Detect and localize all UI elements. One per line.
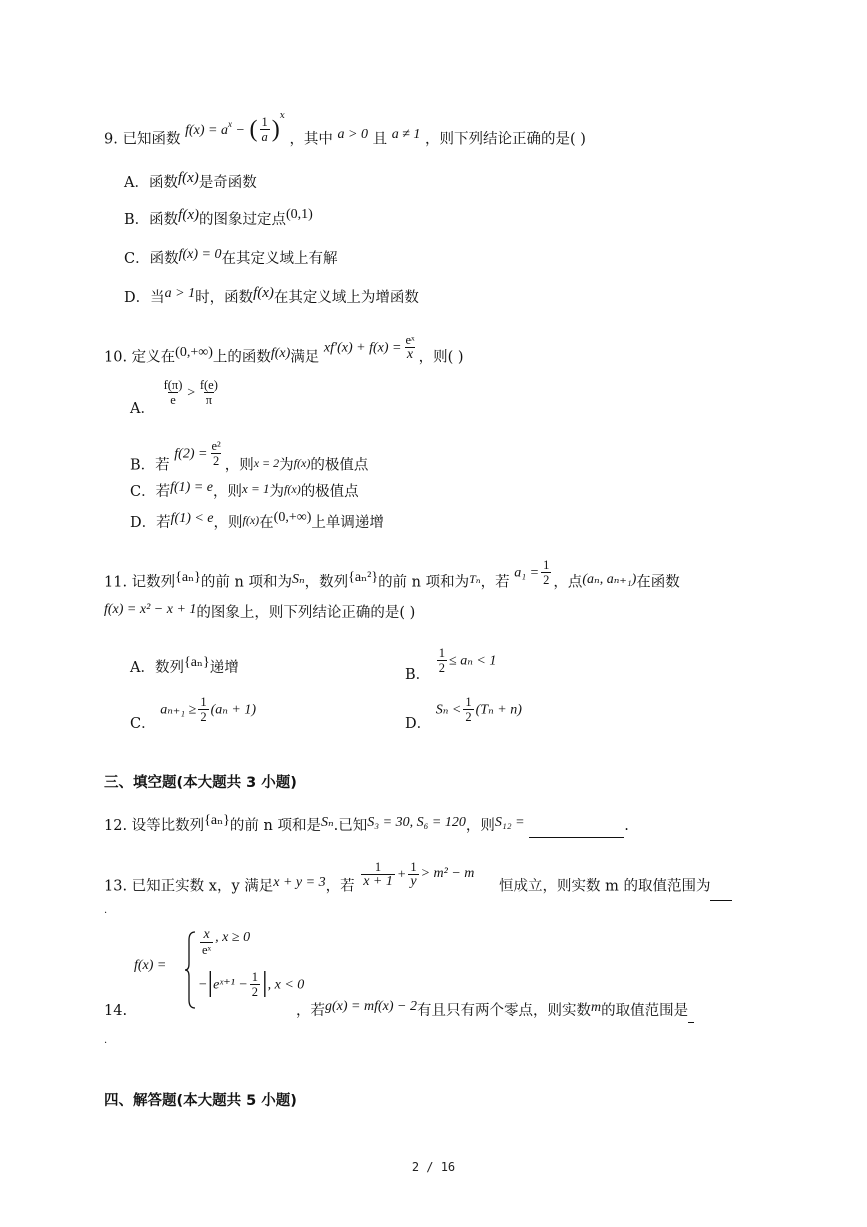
q11-initial-term — [514, 558, 553, 587]
q9-cond-a-positive: a > 0 — [337, 126, 368, 142]
q11-stem-line1 — [104, 558, 680, 597]
piecewise-cases — [184, 927, 314, 1010]
option-label: D．若 — [130, 515, 171, 531]
math-condition: a > 1 — [164, 286, 196, 301]
math-fx: f(x) — [242, 513, 260, 527]
option-text: ，则 — [212, 484, 242, 500]
fraction-denominator: 2 — [465, 710, 472, 724]
math-fx: f(x) — [270, 345, 291, 361]
q14-piecewise — [134, 927, 305, 1010]
math-point: (0,1) — [285, 207, 313, 222]
q10-option-c — [130, 481, 359, 504]
q9-option-a — [124, 172, 257, 194]
q11-stem-text: 的前 n 项和为 — [200, 574, 292, 591]
q14-trailing-dot: . — [104, 1035, 108, 1046]
fraction-denominator: e — [170, 393, 176, 407]
q11-stem-text: 的前 n 项和为 — [378, 574, 470, 591]
math-interval: (0,+∞) — [273, 510, 312, 525]
case-2: −|eˣ⁺¹ − $\frac{1}{2}$ |, x < 0 — [198, 966, 305, 999]
option-text: ，则 — [213, 515, 243, 531]
fraction-numerator: 1 — [200, 695, 207, 709]
fraction-denominator: π — [205, 393, 213, 407]
q10-stem-text: 满足 — [290, 349, 320, 366]
math-fx: f(x) — [284, 482, 301, 496]
option-text: 在其定义域上有解 — [221, 251, 338, 267]
fraction-numerator: 1 — [543, 558, 550, 572]
case-condition: , x ≥ 0 — [215, 929, 251, 945]
section-fill-in-title: 三、填空题(本大题共 3 小题) — [104, 775, 297, 791]
option-label: D．当 — [124, 290, 165, 306]
q9-stem — [104, 110, 586, 154]
q9-and: 且 — [372, 131, 388, 148]
math-lhs: aₙ₊₁ ≥ — [160, 702, 197, 718]
q9-stem-mid: ，其中 — [289, 131, 333, 148]
fraction-numerator: 1 — [410, 860, 417, 874]
fraction-denominator: x — [406, 347, 414, 362]
option-text: 的图象过定点 — [198, 212, 286, 228]
option-label: C．若 — [130, 484, 171, 500]
q11-option-c — [130, 695, 257, 732]
q11-stem-text: 的图象上，则下列结论正确的是( ) — [196, 605, 416, 621]
option-label: A．函数 — [124, 175, 178, 191]
page-number: 2 / 16 — [411, 1160, 456, 1174]
q11-d-inequality — [436, 695, 522, 724]
q10-option-a — [130, 380, 222, 416]
q11-stem-text: 11. 记数列 — [104, 574, 176, 591]
option-text: 在其定义域上为增函数 — [273, 290, 419, 306]
fraction-denominator: eˣ — [202, 943, 212, 957]
q11-c-inequality — [160, 695, 256, 724]
q10-a-inequality — [160, 378, 222, 407]
q10-differential-equation — [324, 333, 419, 362]
option-text: 的极值点 — [310, 457, 369, 474]
math-operator: + — [396, 867, 407, 883]
math-x: x = 1 — [241, 481, 270, 496]
q11-option-a — [130, 657, 239, 680]
q9-stem-text: 9. 已知函数 — [104, 131, 181, 148]
q11-stem-text: 在函数 — [636, 574, 680, 591]
math-expression: eˣ⁺¹ − — [213, 977, 248, 993]
math-sequence-squared: {aₙ²} — [348, 569, 379, 585]
math-fx: f(x) — [293, 455, 311, 470]
option-text: 递增 — [209, 660, 239, 676]
option-label: C． — [130, 715, 156, 732]
q13-inequality — [359, 860, 474, 889]
q9-option-d — [124, 287, 419, 310]
math-lhs: Sₙ < — [435, 702, 462, 718]
math-m: m — [590, 1000, 602, 1015]
fraction-numerator: eˣ — [405, 333, 415, 347]
option-text: 在 — [259, 515, 274, 531]
fraction-numerator: 1 — [251, 970, 259, 984]
q10-option-b — [130, 439, 369, 480]
q14-stem — [296, 1000, 694, 1023]
option-text: 为 — [279, 457, 294, 474]
q14-answer-blank[interactable] — [688, 1006, 694, 1023]
q10-option-d — [130, 512, 384, 535]
option-text: 为 — [269, 484, 285, 500]
q12-text: 12. 设等比数列 — [104, 818, 205, 834]
q11-b-inequality — [435, 646, 497, 675]
math-sum: Sₙ — [291, 571, 305, 587]
math-lhs: a₁ = — [514, 565, 540, 581]
math-equation: f(1) = e — [170, 480, 213, 495]
q13-text: 13. 已知正实数 x，y 满足 — [104, 878, 274, 895]
q11-option-d — [405, 695, 522, 732]
case-1 — [198, 928, 250, 957]
q11-stem-line2 — [104, 602, 415, 625]
q9-function-formula: $f(x) = a^x$ − ( $\frac{1}{a}$ )$^x$ — [185, 110, 285, 144]
fraction-denominator: x + 1 — [363, 874, 393, 889]
math-rhs: > m² − m — [420, 865, 475, 881]
math-sequence: {aₙ} — [175, 569, 201, 585]
math-inequality: f(1) < e — [170, 511, 214, 526]
option-label: D． — [405, 715, 432, 732]
fraction-denominator: y — [410, 874, 417, 889]
case-condition: , x < 0 — [267, 977, 305, 993]
fraction-numerator: f(e) — [199, 378, 218, 392]
q10-stem-text: 上的函数 — [212, 349, 271, 366]
math-lhs: f(2) = — [174, 446, 208, 462]
fraction-denominator: 2 — [212, 454, 220, 468]
section-answer-title: 四、解答题(本大题共 5 小题) — [104, 1093, 297, 1109]
option-label: B． — [405, 666, 431, 683]
q9-cond-a-not-one: a ≠ 1 — [391, 126, 421, 142]
q14-text: 的取值范围是 — [601, 1003, 689, 1019]
q12-stem — [104, 815, 629, 838]
fraction-denominator: 2 — [200, 710, 207, 724]
option-text: 是奇函数 — [198, 175, 257, 191]
fraction-denominator: 2 — [438, 661, 446, 675]
math-fx: f(x) — [177, 170, 199, 186]
math-sequence: {aₙ} — [183, 655, 210, 670]
option-label: B．函数 — [124, 212, 179, 228]
math-interval: (0,+∞) — [175, 344, 213, 360]
left-brace-icon — [184, 930, 198, 1010]
q12-text: 的前 n 项和是 — [229, 818, 321, 834]
q14-text: ，若 — [296, 1003, 325, 1019]
option-text: 上单调递增 — [311, 515, 384, 531]
math-function: f(x) = x² − x + 1 — [104, 602, 197, 617]
q13-answer-blank[interactable] — [710, 884, 732, 901]
q9-stem-post: ，则下列结论正确的是( ) — [425, 131, 586, 148]
math-x: x = 2 — [253, 455, 280, 470]
q12-text: . — [624, 818, 629, 834]
math-rhs: (Tₙ + n) — [475, 702, 522, 718]
option-text: ，则 — [224, 457, 254, 474]
q14-number: 14. — [104, 1003, 128, 1019]
fraction-denominator: 2 — [251, 985, 259, 999]
q10-stem — [104, 333, 464, 372]
math-operator: − — [198, 977, 208, 993]
fraction-numerator: 1 — [465, 695, 472, 709]
q9-option-c — [124, 248, 337, 271]
fraction-numerator: 1 — [374, 860, 382, 874]
math-function-g: g(x) = mf(x) − 2 — [325, 999, 417, 1014]
math-rhs: (aₙ + 1) — [210, 702, 257, 718]
math-equation: x + y = 3 — [273, 874, 326, 890]
math-sum: Tₙ — [469, 571, 481, 586]
q14-text: 有且只有两个零点，则实数 — [416, 1003, 591, 1019]
q12-text: .已知 — [333, 818, 368, 834]
q11-stem-text: ，点 — [553, 574, 583, 591]
q13-stem — [104, 860, 732, 901]
math-known-sums: S₃ = 30, S₆ = 120 — [367, 815, 466, 830]
math-operator: > — [186, 385, 196, 401]
q10-stem-text: ，则( ) — [418, 349, 464, 366]
q11-option-b — [405, 646, 497, 683]
math-sequence: {aₙ} — [204, 813, 230, 828]
q11-stem-text: ，若 — [480, 574, 510, 591]
math-lhs: f(x) = — [134, 958, 167, 973]
fraction-denominator: 2 — [543, 573, 550, 587]
math-expression: ≤ aₙ < 1 — [449, 653, 497, 669]
fraction-numerator: e² — [211, 439, 221, 453]
fraction-numerator: x — [203, 927, 210, 942]
q11-stem-text: ，数列 — [304, 574, 349, 591]
math-point: (aₙ, aₙ₊₁) — [582, 571, 637, 587]
math-sum: Sₙ — [320, 815, 334, 830]
fraction-numerator: f(π) — [163, 378, 183, 392]
q12-answer-blank[interactable] — [529, 821, 624, 838]
option-label: A．数列 — [130, 660, 184, 676]
q9-option-b — [124, 209, 313, 232]
q12-text: ，则 — [465, 818, 495, 834]
option-text: 的极值点 — [300, 484, 359, 500]
math-fx: f(x) — [178, 207, 199, 223]
q10-stem-text: 10. 定义在 — [104, 349, 176, 366]
q13-text: 恒成立，则实数 m 的取值范围为 — [499, 878, 711, 895]
option-text: 时，函数 — [195, 290, 254, 306]
option-label: C．函数 — [124, 251, 179, 267]
math-equation: f(x) = 0 — [178, 247, 222, 262]
math-lhs: xf′(x) + f(x) = — [323, 340, 402, 356]
option-label: A． — [130, 400, 155, 417]
math-ask: S₁₂ = — [494, 815, 525, 830]
q10-b-equation — [174, 439, 224, 468]
option-label: B．若 — [130, 457, 170, 474]
q13-trailing-dot: . — [104, 905, 108, 916]
q13-text: ，若 — [325, 878, 355, 895]
fraction-numerator: 1 — [438, 646, 446, 660]
math-fx: f(x) — [253, 285, 274, 301]
